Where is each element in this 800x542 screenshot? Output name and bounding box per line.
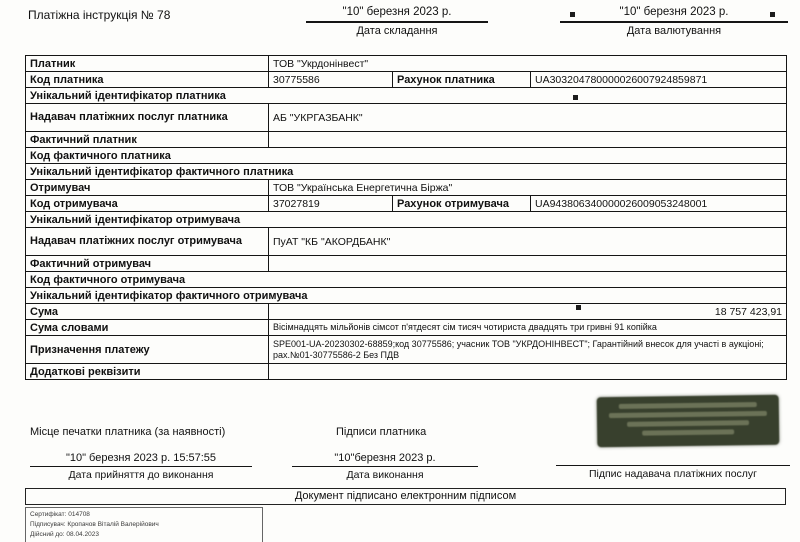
payer-code-label: Код платника — [26, 72, 269, 88]
payee-code-value: 37027819 — [269, 196, 393, 212]
payee-psp-label: Надавач платіжних послуг отримувача — [26, 228, 269, 256]
certificate-number-line: Сертифікат: 014708 — [30, 511, 90, 518]
date-executed-block — [292, 452, 478, 481]
amount-words-value: Вісімнадцять мільйонів сімсот п'ятдесят сім тисяч чотириста двадцять три гривні 91 копійка — [269, 320, 787, 336]
actual-payee-row — [26, 256, 787, 272]
payee-code-row — [26, 196, 787, 212]
esign-notice-text: Документ підписано електронним підписом — [294, 490, 517, 502]
actual-payee-label: Фактичний отримувач — [26, 256, 269, 272]
psp-signature-block — [556, 452, 790, 480]
certificate-info-box — [25, 507, 263, 542]
actual-payer-uid-label: Унікальний ідентифікатор фактичного платника — [26, 164, 787, 180]
extra-requisites-row — [26, 364, 787, 380]
payee-psp-row — [26, 228, 787, 256]
actual-payer-label: Фактичний платник — [26, 132, 269, 148]
stamp-text-line — [642, 429, 734, 435]
amount-value: 18 757 423,91 — [269, 304, 787, 320]
actual-payee-value — [269, 256, 787, 272]
psp-signature-line — [556, 452, 790, 466]
amount-label: Сума — [26, 304, 269, 320]
actual-payer-code-label: Код фактичного платника — [26, 148, 787, 164]
stamp-text-line — [627, 420, 749, 427]
stamp-text-line — [619, 402, 757, 409]
date-drawn-value: "10" березня 2023 р. — [306, 6, 488, 23]
actual-payer-row — [26, 132, 787, 148]
actual-payer-value — [269, 132, 787, 148]
payer-psp-label: Надавач платіжних послуг платника — [26, 104, 269, 132]
payee-uid-label: Унікальний ідентифікатор отримувача — [26, 212, 787, 228]
stamp-text-line — [609, 411, 767, 418]
payee-account-label: Рахунок отримувача — [393, 196, 531, 212]
amount-words-label: Сума словами — [26, 320, 269, 336]
date-executed-value: "10"березня 2023 р. — [292, 452, 478, 467]
payer-code-value: 30775586 — [269, 72, 393, 88]
payer-psp-value: АБ "УКРГАЗБАНК" — [269, 104, 787, 132]
payee-code-label: Код отримувача — [26, 196, 269, 212]
document-title: Платіжна інструкція № 78 — [28, 8, 171, 22]
payee-label: Отримувач — [26, 180, 269, 196]
actual-payer-uid-row — [26, 164, 787, 180]
date-drawn-label: Дата складання — [356, 25, 438, 37]
date-valuation-value: "10" березня 2023 р. — [560, 6, 788, 23]
psp-signature-label: Підпис надавача платіжних послуг — [588, 468, 758, 480]
date-accepted-block — [30, 452, 252, 481]
certificate-signer-line: Підписувач: Кропачов Віталій Валерійович — [30, 521, 159, 529]
payer-code-row — [26, 72, 787, 88]
actual-payee-uid-label: Унікальний ідентифікатор фактичного отримувача — [26, 288, 787, 304]
payer-value: ТОВ "Укрдонінвест" — [269, 56, 787, 72]
payer-account-label: Рахунок платника — [393, 72, 531, 88]
date-accepted-value: "10" березня 2023 р. 15:57:55 — [30, 452, 252, 467]
payee-row — [26, 180, 787, 196]
amount-row — [26, 304, 787, 320]
amount-words-row — [26, 320, 787, 336]
esign-notice-box — [25, 488, 786, 505]
purpose-row — [26, 336, 787, 364]
payer-label: Платник — [26, 56, 269, 72]
payer-uid-label: Унікальний ідентифікатор платника — [26, 88, 787, 104]
scan-speck — [770, 12, 775, 17]
date-valuation-label: Дата валютування — [626, 25, 722, 37]
stamp-place-label: Місце печатки платника (за наявності) — [30, 426, 226, 438]
date-valuation-block — [560, 6, 788, 37]
purpose-value: SPE001-UA-20230302-68859;код 30775586; учасник ТОВ "УКРДОНІНВЕСТ"; Гарантійний внесок для участі в аукціоні; рах.№01-30775586-2 Без ПДВ — [269, 336, 787, 364]
payee-psp-value: ПуАТ "КБ "АКОРДБАНК" — [269, 228, 787, 256]
payment-form-table — [25, 55, 787, 380]
bank-stamp — [597, 395, 780, 448]
actual-payee-code-row — [26, 272, 787, 288]
payer-psp-row — [26, 104, 787, 132]
scan-speck — [570, 12, 575, 17]
date-drawn-block — [306, 6, 488, 37]
actual-payee-uid-row — [26, 288, 787, 304]
date-accepted-label: Дата прийняття до виконання — [68, 469, 214, 481]
date-executed-label: Дата виконання — [346, 469, 424, 481]
certificate-validity-line: Дійсний до: 08.04.2023 — [30, 531, 99, 539]
payer-row — [26, 56, 787, 72]
payer-uid-row — [26, 88, 787, 104]
payee-uid-row — [26, 212, 787, 228]
payee-value: ТОВ "Українська Енергетична Біржа" — [269, 180, 787, 196]
payer-signatures-label: Підписи платника — [336, 426, 427, 438]
payer-account-value: UA303204780000026007924859871 — [531, 72, 787, 88]
purpose-label: Призначення платежу — [26, 336, 269, 364]
actual-payer-code-row — [26, 148, 787, 164]
extra-requisites-label: Додаткові реквізити — [26, 364, 269, 380]
payee-account-value: UA943806340000026009053248001 — [531, 196, 787, 212]
actual-payee-code-label: Код фактичного отримувача — [26, 272, 787, 288]
extra-requisites-value — [269, 364, 787, 380]
